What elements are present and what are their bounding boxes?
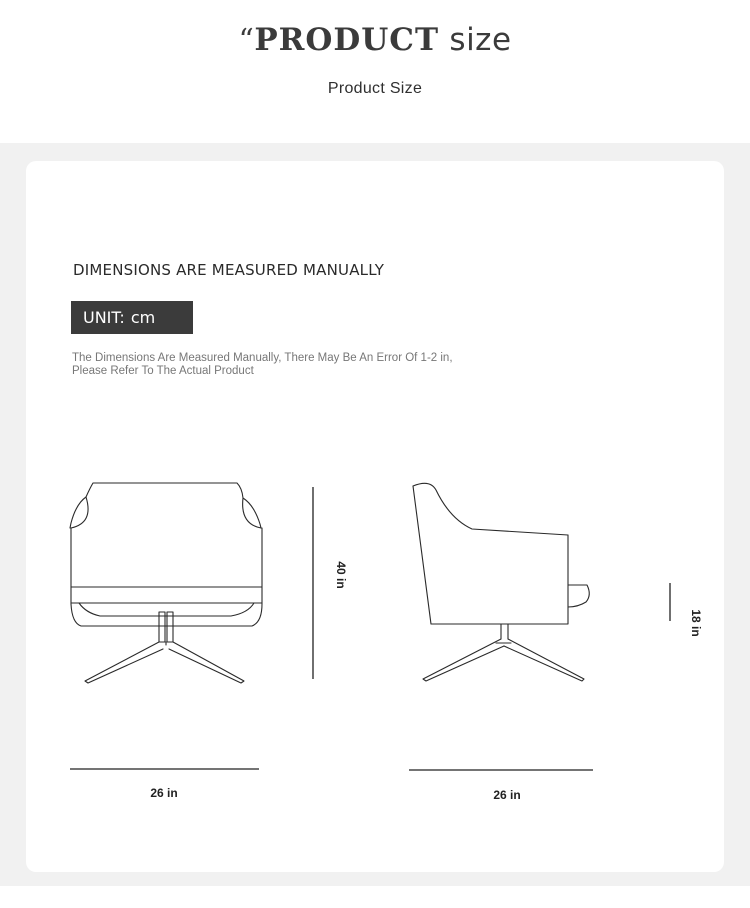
chair-front-view <box>70 483 262 683</box>
chair-dimension-drawing <box>26 161 724 872</box>
title-product: PRODUCT <box>254 22 440 58</box>
seat-height-label: 18 in <box>689 609 703 637</box>
page-header <box>0 0 750 143</box>
page-title <box>0 22 750 58</box>
page-subtitle: Product Size <box>327 80 423 97</box>
side-width-label: 26 in <box>493 788 521 802</box>
front-width-label: 26 in <box>150 786 178 800</box>
note-line-1: The Dimensions Are Measured Manually, There May Be An Error Of 1-2 in, <box>72 352 453 364</box>
chair-side-view <box>413 483 589 681</box>
dimensions-card <box>26 161 724 872</box>
title-size: size <box>449 22 512 58</box>
dimensions-heading: DIMENSIONS ARE MEASURED MANUALLY <box>73 261 385 279</box>
title-quote-mark: “ <box>238 23 255 58</box>
note-line-2: Please Refer To The Actual Product <box>72 365 254 377</box>
unit-label: UNIT: <box>83 308 125 327</box>
unit-value: cm <box>130 308 156 327</box>
front-height-label: 40 in <box>334 561 348 589</box>
